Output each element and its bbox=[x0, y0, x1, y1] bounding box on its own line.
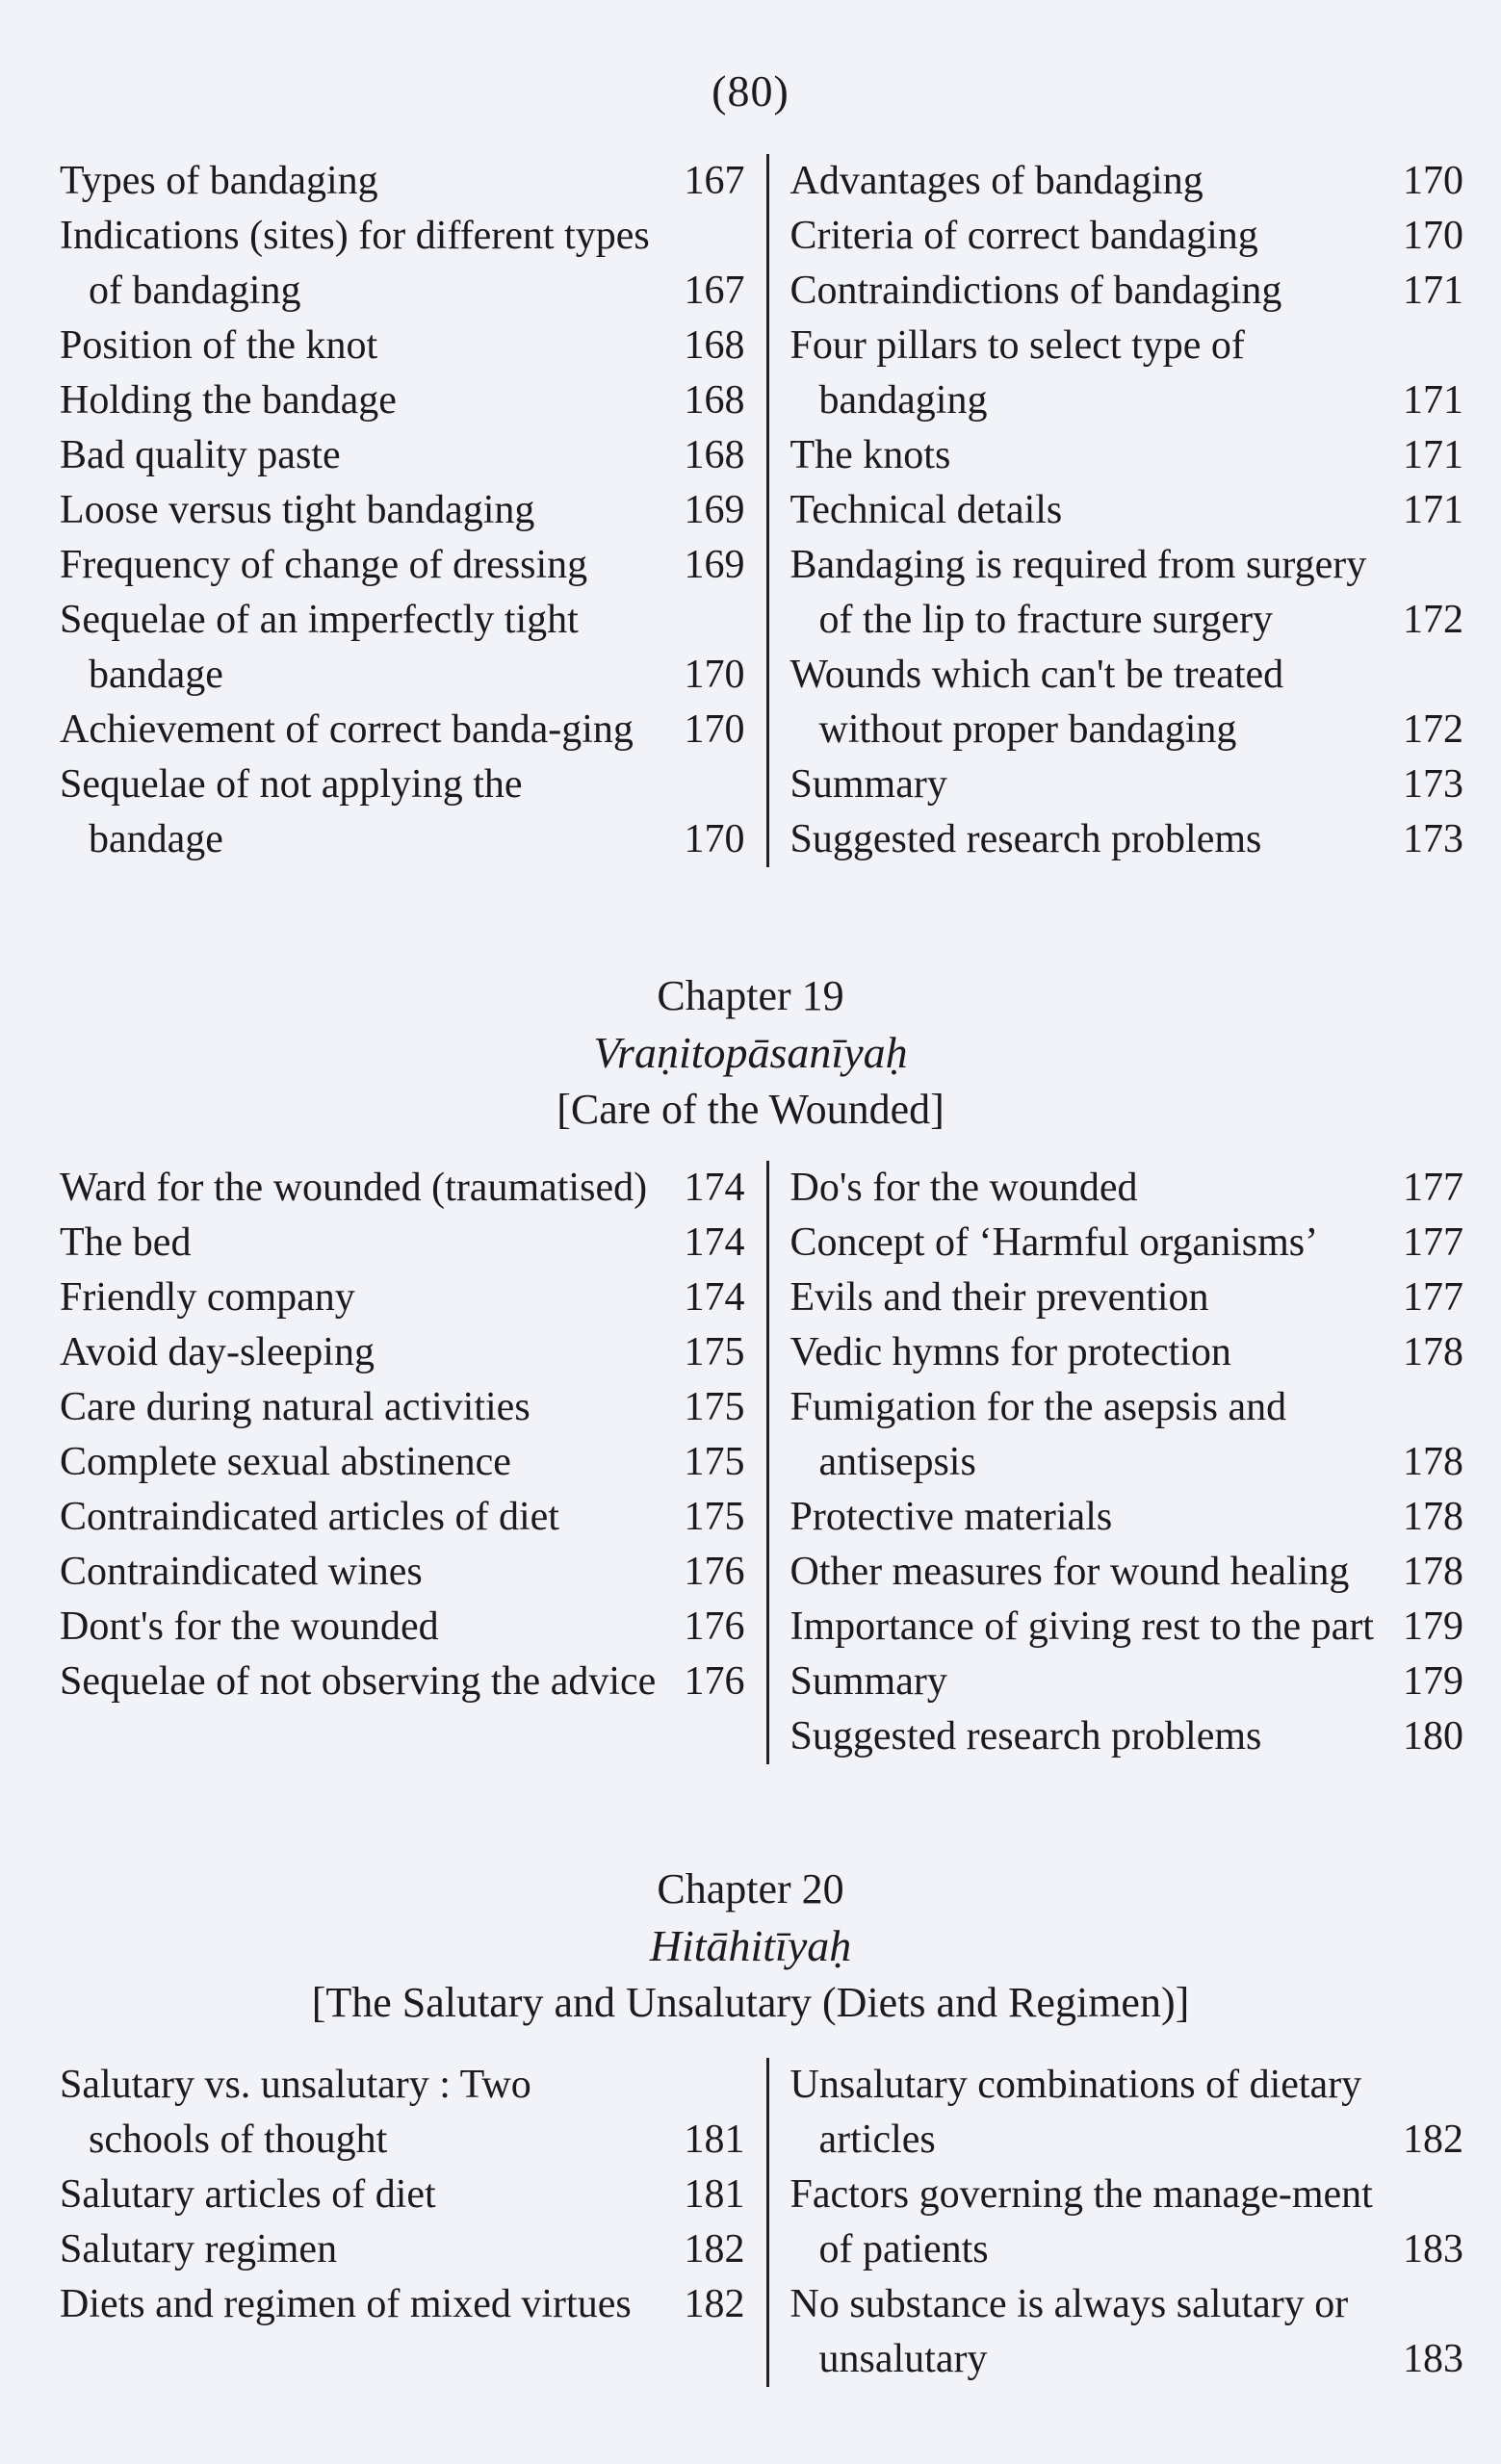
toc-entry bbox=[60, 703, 745, 757]
toc-right-column bbox=[769, 2058, 1464, 2387]
toc-left-column bbox=[60, 2058, 769, 2387]
toc-entry-page: 176 bbox=[684, 1659, 745, 1704]
toc-entry-title: No substance is always salutary or unsalutary bbox=[789, 2282, 1349, 2381]
toc-entry-page: 183 bbox=[1403, 2227, 1463, 2272]
toc-entry bbox=[60, 209, 745, 319]
toc-entry-title: Summary bbox=[789, 1659, 947, 1704]
toc-entry bbox=[60, 154, 745, 209]
chapter-19-heading bbox=[0, 968, 1501, 1138]
toc-entry-page: 180 bbox=[1403, 1714, 1463, 1758]
toc-entry bbox=[60, 428, 745, 483]
toc-entry-title: Salutary vs. unsalutary : Two schools of thought bbox=[60, 2063, 531, 2162]
toc-entry bbox=[60, 1545, 745, 1600]
toc-entry-page: 181 bbox=[684, 2118, 745, 2162]
toc-entry-title: Factors governing the manage-ment of patients bbox=[789, 2172, 1373, 2272]
toc-entry-title: Salutary articles of diet bbox=[60, 2172, 436, 2217]
toc-entry-title: Position of the knot bbox=[60, 323, 378, 368]
toc-entry-page: 178 bbox=[1403, 1550, 1463, 1594]
toc-entry-page: 168 bbox=[684, 378, 745, 423]
toc-entry-title: Contraindicated articles of diet bbox=[60, 1495, 559, 1539]
toc-entry-page: 173 bbox=[1403, 762, 1463, 807]
toc-entry-page: 175 bbox=[684, 1440, 745, 1484]
toc-entry-title: Sequelae of an imperfectly tight bandage bbox=[60, 598, 579, 697]
toc-entry-title: Friendly company bbox=[60, 1275, 355, 1320]
toc-entry-page: 170 bbox=[684, 707, 745, 752]
toc-entry-title: Contraindictions of bandaging bbox=[789, 269, 1282, 313]
toc-entry bbox=[60, 373, 745, 428]
toc-entry bbox=[790, 2277, 1464, 2387]
toc-entry-page: 170 bbox=[684, 653, 745, 697]
toc-entry-title: Wounds which can't be treated without proper bandaging bbox=[789, 653, 1284, 752]
chapter-20-heading bbox=[0, 1861, 1501, 2031]
toc-entry bbox=[60, 483, 745, 538]
toc-entry-page: 168 bbox=[684, 433, 745, 477]
toc-entry-title: Summary bbox=[789, 762, 947, 807]
toc-entry bbox=[790, 264, 1464, 319]
toc-entry bbox=[60, 757, 745, 867]
chapter-sanskrit-title: Vraṇitopāsanīyaḥ bbox=[593, 1028, 908, 1077]
toc-entry-title: Criteria of correct bandaging bbox=[789, 214, 1258, 258]
toc-entry-page: 182 bbox=[684, 2227, 745, 2272]
toc-entry-page: 181 bbox=[684, 2172, 745, 2217]
toc-entry-page: 167 bbox=[684, 159, 745, 203]
toc-entry-title: The knots bbox=[789, 433, 951, 477]
toc-entry-page: 177 bbox=[1403, 1166, 1463, 1210]
toc-left-column bbox=[60, 154, 769, 867]
toc-entry-title: Avoid day-sleeping bbox=[60, 1330, 375, 1374]
chapter-number: Chapter 19 bbox=[657, 972, 844, 1019]
toc-entry-title: Sequelae of not observing the advice bbox=[60, 1659, 657, 1704]
toc-entry bbox=[790, 1600, 1464, 1655]
toc-entry-page: 173 bbox=[1403, 817, 1463, 861]
toc-entry-page: 171 bbox=[1403, 378, 1463, 423]
toc-entry-page: 177 bbox=[1403, 1275, 1463, 1320]
toc-entry bbox=[790, 1380, 1464, 1490]
toc-entry bbox=[60, 1325, 745, 1380]
toc-entry-title: Advantages of bandaging bbox=[789, 159, 1203, 203]
toc-entry-title: Loose versus tight bandaging bbox=[60, 488, 535, 532]
toc-entry-title: Diets and regimen of mixed virtues bbox=[60, 2282, 632, 2326]
toc-entry-page: 175 bbox=[684, 1495, 745, 1539]
toc-entry bbox=[790, 648, 1464, 757]
toc-right-column bbox=[769, 154, 1464, 867]
toc-entry-title: Vedic hymns for protection bbox=[789, 1330, 1231, 1374]
toc-entry-page: 182 bbox=[1403, 2118, 1463, 2162]
toc-entry bbox=[790, 209, 1464, 264]
toc-entry-title: Care during natural activities bbox=[60, 1385, 531, 1429]
toc-entry-title: Suggested research problems bbox=[789, 1714, 1262, 1758]
toc-entry-title: Achievement of correct banda-ging bbox=[60, 707, 634, 752]
toc-entry bbox=[790, 428, 1464, 483]
toc-entry-title: Salutary regimen bbox=[60, 2227, 338, 2272]
toc-entry-title: Evils and their prevention bbox=[789, 1275, 1209, 1320]
toc-entry bbox=[790, 1709, 1464, 1764]
toc-entry bbox=[790, 483, 1464, 538]
toc-entry bbox=[790, 1490, 1464, 1545]
toc-entry-page: 169 bbox=[684, 543, 745, 587]
toc-entry bbox=[790, 319, 1464, 428]
toc-entry-page: 170 bbox=[1403, 159, 1463, 203]
toc-entry-page: 178 bbox=[1403, 1330, 1463, 1374]
toc-block-chapter-20 bbox=[60, 2058, 1463, 2387]
toc-entry-page: 174 bbox=[684, 1166, 745, 1210]
toc-entry-title: Suggested research problems bbox=[789, 817, 1262, 861]
toc-entry-page: 167 bbox=[684, 269, 745, 313]
toc-entry-page: 179 bbox=[1403, 1659, 1463, 1704]
toc-entry-page: 182 bbox=[684, 2282, 745, 2326]
toc-entry bbox=[790, 1325, 1464, 1380]
toc-entry-title: Bandaging is required from surgery of the lip to fracture surgery bbox=[789, 543, 1367, 642]
toc-entry-page: 170 bbox=[684, 817, 745, 861]
toc-entry-page: 175 bbox=[684, 1330, 745, 1374]
toc-entry-title: Importance of giving rest to the part bbox=[789, 1604, 1374, 1649]
toc-entry bbox=[790, 1545, 1464, 1600]
toc-entry-title: Protective materials bbox=[789, 1495, 1113, 1539]
toc-right-column bbox=[769, 1161, 1464, 1764]
toc-entry bbox=[60, 319, 745, 373]
toc-entry-title: Holding the bandage bbox=[60, 378, 397, 423]
toc-entry bbox=[60, 1216, 745, 1270]
toc-entry-title: Concept of ‘Harmful organisms’ bbox=[789, 1220, 1319, 1265]
toc-entry-title: Complete sexual abstinence bbox=[60, 1440, 511, 1484]
toc-entry-title: Frequency of change of dressing bbox=[60, 543, 588, 587]
chapter-sanskrit-title: Hitāhitīyaḥ bbox=[649, 1921, 852, 1970]
toc-entry-title: Technical details bbox=[789, 488, 1063, 532]
toc-entry-title: The bed bbox=[60, 1220, 192, 1265]
toc-entry-title: Do's for the wounded bbox=[789, 1166, 1138, 1210]
toc-entry bbox=[790, 2058, 1464, 2168]
toc-entry bbox=[60, 1380, 745, 1435]
toc-entry bbox=[790, 154, 1464, 209]
toc-entry-title: Ward for the wounded (traumatised) bbox=[60, 1166, 648, 1210]
toc-left-column bbox=[60, 1161, 769, 1764]
toc-entry-page: 179 bbox=[1403, 1604, 1463, 1649]
toc-entry-page: 177 bbox=[1403, 1220, 1463, 1265]
toc-block-chapter-19 bbox=[60, 1161, 1463, 1764]
chapter-number: Chapter 20 bbox=[657, 1865, 844, 1912]
toc-entry-page: 176 bbox=[684, 1550, 745, 1594]
toc-entry bbox=[790, 1216, 1464, 1270]
toc-block-top bbox=[60, 154, 1463, 867]
toc-entry bbox=[60, 2277, 745, 2332]
toc-entry bbox=[60, 1655, 745, 1709]
toc-entry-page: 174 bbox=[684, 1220, 745, 1265]
toc-entry bbox=[60, 2222, 745, 2277]
toc-entry bbox=[60, 1435, 745, 1490]
toc-entry-title: Bad quality paste bbox=[60, 433, 341, 477]
toc-entry bbox=[790, 1161, 1464, 1216]
toc-entry bbox=[790, 538, 1464, 648]
toc-entry-title: Indications (sites) for different types of bandaging bbox=[60, 214, 650, 313]
page-number: (80) bbox=[712, 66, 789, 116]
toc-entry-title: Sequelae of not applying the bandage bbox=[60, 762, 523, 861]
chapter-english-title: [The Salutary and Unsalutary (Diets and Regimen)] bbox=[311, 1979, 1190, 2026]
toc-entry-page: 178 bbox=[1403, 1495, 1463, 1539]
toc-entry-page: 172 bbox=[1403, 598, 1463, 642]
toc-entry bbox=[60, 2168, 745, 2222]
toc-entry-title: Dont's for the wounded bbox=[60, 1604, 439, 1649]
toc-entry-title: Four pillars to select type of bandaging bbox=[789, 323, 1245, 423]
toc-entry bbox=[790, 1270, 1464, 1325]
toc-entry-page: 170 bbox=[1403, 214, 1463, 258]
toc-entry-page: 172 bbox=[1403, 707, 1463, 752]
toc-entry bbox=[60, 1270, 745, 1325]
toc-entry bbox=[790, 812, 1464, 867]
toc-entry-page: 176 bbox=[684, 1604, 745, 1649]
toc-entry-page: 171 bbox=[1403, 269, 1463, 313]
toc-entry bbox=[790, 2168, 1464, 2277]
toc-entry-page: 178 bbox=[1403, 1440, 1463, 1484]
toc-entry bbox=[790, 757, 1464, 812]
toc-entry bbox=[60, 2058, 745, 2168]
toc-entry-page: 168 bbox=[684, 323, 745, 368]
toc-entry bbox=[60, 1600, 745, 1655]
toc-entry-title: Unsalutary combinations of dietary articles bbox=[789, 2063, 1362, 2162]
toc-entry-title: Other measures for wound healing bbox=[789, 1550, 1350, 1594]
toc-entry bbox=[60, 1490, 745, 1545]
toc-entry-page: 175 bbox=[684, 1385, 745, 1429]
toc-entry-page: 183 bbox=[1403, 2337, 1463, 2381]
toc-entry-title: Types of bandaging bbox=[60, 159, 378, 203]
toc-entry-title: Fumigation for the asepsis and antisepsis bbox=[789, 1385, 1287, 1484]
toc-entry-title: Contraindicated wines bbox=[60, 1550, 423, 1594]
toc-entry-page: 174 bbox=[684, 1275, 745, 1320]
toc-entry bbox=[790, 1655, 1464, 1709]
toc-entry bbox=[60, 1161, 745, 1216]
toc-entry-page: 169 bbox=[684, 488, 745, 532]
toc-entry-page: 171 bbox=[1403, 488, 1463, 532]
chapter-english-title: [Care of the Wounded] bbox=[556, 1086, 945, 1133]
toc-entry bbox=[60, 593, 745, 703]
toc-entry-page: 171 bbox=[1403, 433, 1463, 477]
toc-entry bbox=[60, 538, 745, 593]
